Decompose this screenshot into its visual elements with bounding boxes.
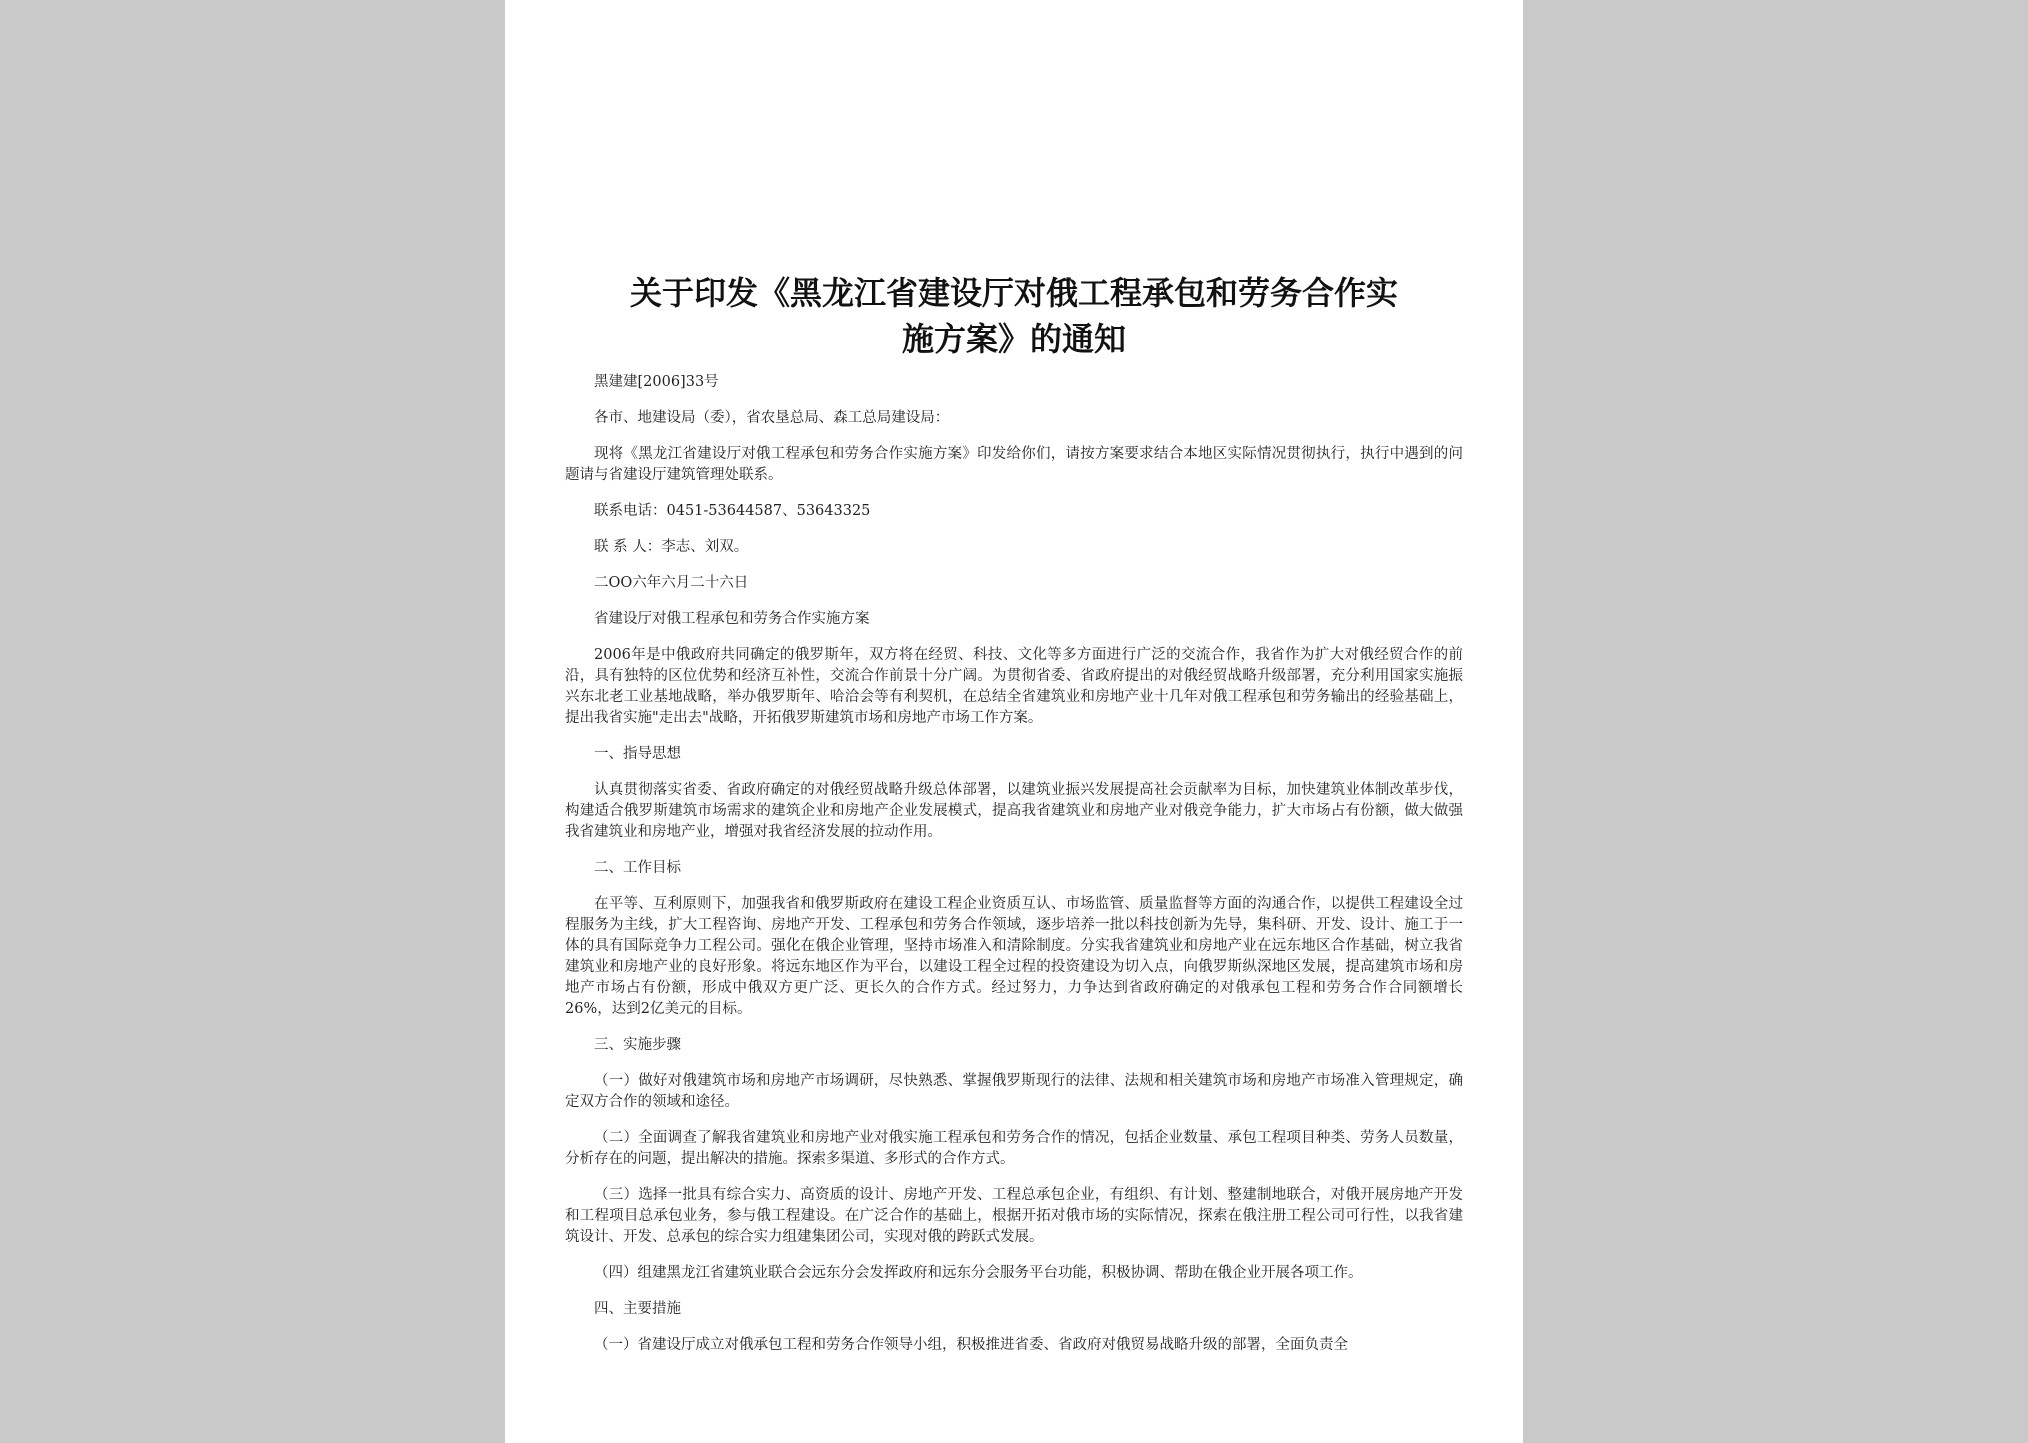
step-2: （二）全面调查了解我省建筑业和房地产业对俄实施工程承包和劳务合作的情况，包括企业数量、承包工程项目种类、劳务人员数量，分析存在的问题，提出解决的措施。探索多渠道、多形式的合作方式。 bbox=[565, 1130, 1463, 1167]
section-heading-2: 二、工作目标 bbox=[594, 860, 681, 876]
document-body bbox=[565, 372, 1463, 1371]
document-title bbox=[565, 270, 1463, 362]
step-3: （三）选择一批具有综合实力、高资质的设计、房地产开发、工程总承包企业，有组织、有计划、整建制地联合，对俄开展房地产开发和工程项目总承包业务，参与俄工程建设。在广泛合作的基础上，根据开拓对俄市场的实际情况，探索在俄注册工程公司可行性，以我省建筑设计、开发、总承包的综合实力组建集团公司，实现对俄的跨跃式发展。 bbox=[565, 1187, 1463, 1245]
step-4: （四）组建黑龙江省建筑业联合会远东分会发挥政府和远东分会服务平台功能，积极协调、帮助在俄企业开展各项工作。 bbox=[594, 1265, 1363, 1281]
doc-number: 黑建建[2006]33号 bbox=[594, 374, 719, 390]
section-heading-3: 三、实施步骤 bbox=[594, 1037, 681, 1053]
section-heading-4: 四、主要措施 bbox=[594, 1301, 681, 1317]
addressee: 各市、地建设局（委），省农垦总局、森工总局建设局： bbox=[594, 410, 950, 426]
section-heading-1: 一、指导思想 bbox=[594, 746, 681, 762]
measure-1: （一）省建设厅成立对俄承包工程和劳务合作领导小组，积极推进省委、省政府对俄贸易战略升级的部署，全面负责全 bbox=[594, 1337, 1348, 1353]
background-paragraph: 2006年是中俄政府共同确定的俄罗斯年，双方将在经贸、科技、文化等多方面进行广泛的交流合作，我省作为扩大对俄经贸合作的前沿，具有独特的区位优势和经济互补性，交流合作前景十分广阔。为贯彻省委、省政府提出的对俄经贸战略升级部署，充分利用国家实施振兴东北老工业基地战略，举办俄罗斯年、哈洽会等有利契机，在总结全省建筑业和房地产业十几年对俄工程承包和劳务输出的经验基础上，提出我省实施"走出去"战略，开拓俄罗斯建筑市场和房地产市场工作方案。 bbox=[565, 647, 1463, 726]
document-page bbox=[505, 0, 1523, 1443]
contact-person: 联 系 人：李志、刘双。 bbox=[594, 539, 749, 555]
contact-phone: 联系电话：0451-53644587、53643325 bbox=[594, 503, 871, 519]
step-1: （一）做好对俄建筑市场和房地产市场调研，尽快熟悉、掌握俄罗斯现行的法律、法规和相关建筑市场和房地产市场准入管理规定，确定双方合作的领域和途径。 bbox=[565, 1073, 1463, 1110]
plan-title: 省建设厅对俄工程承包和劳务合作实施方案 bbox=[594, 611, 870, 627]
section-paragraph-1: 认真贯彻落实省委、省政府确定的对俄经贸战略升级总体部署，以建筑业振兴发展提高社会贡献率为目标，加快建筑业体制改革步伐，构建适合俄罗斯建筑市场需求的建筑企业和房地产企业发展模式，提高我省建筑业和房地产业对俄竞争能力，扩大市场占有份额，做大做强我省建筑业和房地产业，增强对我省经济发展的拉动作用。 bbox=[565, 782, 1463, 840]
title-line-2: 施方案》的通知 bbox=[901, 320, 1126, 358]
section-paragraph-2: 在平等、互利原则下，加强我省和俄罗斯政府在建设工程企业资质互认、市场监管、质量监督等方面的沟通合作，以提供工程建设全过程服务为主线，扩大工程咨询、房地产开发、工程承包和劳务合作领域，逐步培养一批以科技创新为先导，集科研、开发、设计、施工于一体的具有国际竞争力工程公司。强化在俄企业管理，坚持市场准入和清除制度。分实我省建筑业和房地产业在远东地区合作基础，树立我省建筑业和房地产业的良好形象。将远东地区作为平台，以建设工程全过程的投资建设为切入点，向俄罗斯纵深地区发展，提高建筑市场和房地产市场占有份额，形成中俄双方更广泛、更长久的合作方式。经过努力，力争达到省政府确定的对俄承包工程和劳务合作合同额增长26%，达到2亿美元的目标。 bbox=[565, 896, 1463, 1017]
title-line-1: 关于印发《黑龙江省建设厅对俄工程承包和劳务合作实 bbox=[629, 274, 1398, 312]
issue-date: 二OO六年六月二十六日 bbox=[594, 575, 749, 591]
intro-paragraph: 现将《黑龙江省建设厅对俄工程承包和劳务合作实施方案》印发给你们，请按方案要求结合本地区实际情况贯彻执行，执行中遇到的问题请与省建设厅建筑管理处联系。 bbox=[565, 446, 1463, 483]
